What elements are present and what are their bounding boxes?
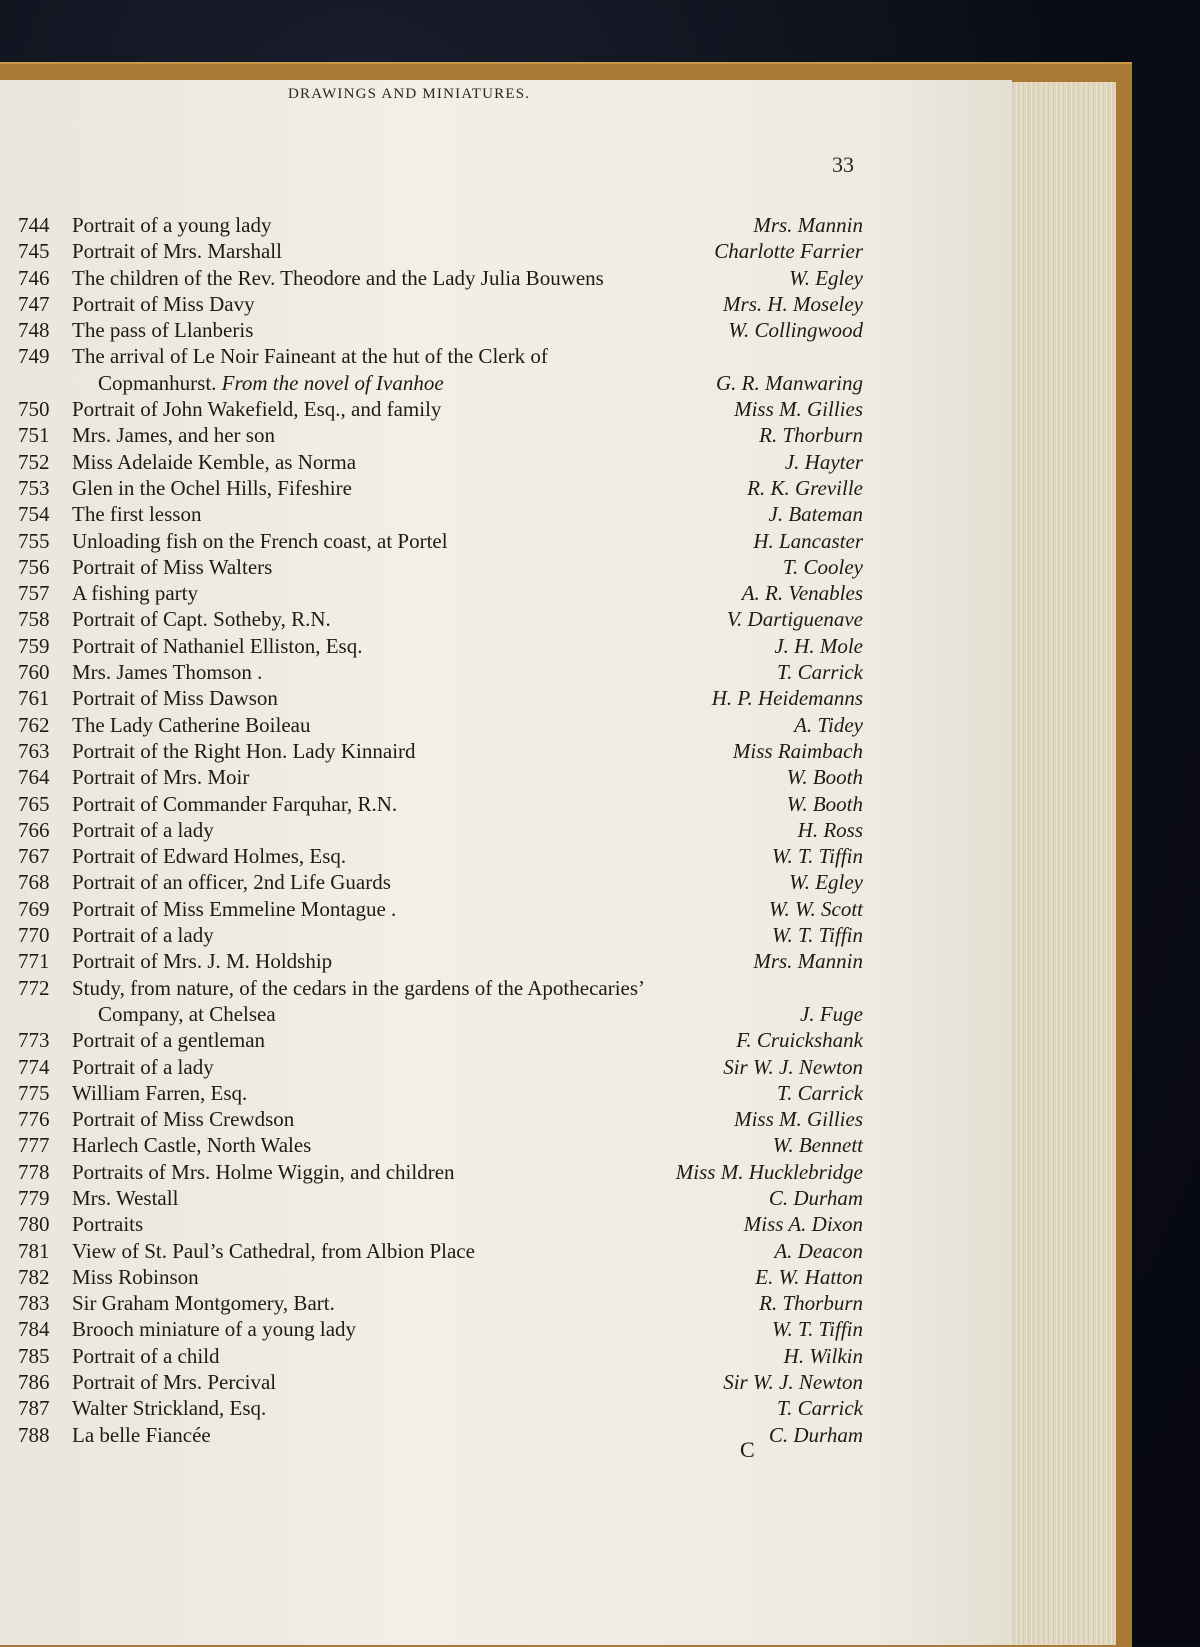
entry-number: 767 xyxy=(18,844,50,869)
catalogue-list xyxy=(18,212,863,1448)
catalogue-entry xyxy=(18,948,863,974)
page-number: 33 xyxy=(832,152,854,177)
entry-title-text: Portrait of Mrs. Marshall xyxy=(72,239,282,264)
entry-title-text: Portrait of a gentleman xyxy=(72,1028,266,1053)
entry-artist: Sir W. J. Newton xyxy=(723,1370,863,1395)
entry-number: 752 xyxy=(18,449,50,474)
catalogue-entry xyxy=(18,764,863,790)
entry-title xyxy=(72,791,397,817)
entry-title xyxy=(72,869,391,895)
entry-artist: W. T. Tiffin xyxy=(771,923,863,948)
entry-artist: Miss Raimbach xyxy=(732,738,863,763)
entry-number: 750 xyxy=(18,397,50,422)
entry-title-text: Portrait of an officer, 2nd Life Guards xyxy=(72,870,391,895)
entry-title xyxy=(72,317,253,343)
catalogue-entry xyxy=(18,1290,863,1316)
entry-title-text: Sir Graham Montgomery, Bart. xyxy=(72,1291,335,1316)
catalogue-entry xyxy=(18,659,863,685)
entry-artist: R. Thorburn xyxy=(759,423,863,448)
entry-title-text: Portrait of Mrs. J. M. Holdship xyxy=(72,949,333,974)
entry-number: 747 xyxy=(18,291,50,316)
entry-title-text: View of St. Paul’s Cathedral, from Albion Place xyxy=(72,1238,475,1263)
entry-title xyxy=(72,896,396,922)
entry-title-text: Portrait of Miss Crewdson xyxy=(72,1107,295,1132)
catalogue-entry xyxy=(18,1054,863,1080)
entry-number: 777 xyxy=(18,1133,50,1158)
entry-title-italic: From the novel of Ivanhoe xyxy=(221,370,444,395)
entry-title-text: Portrait of Capt. Sotheby, R.N. xyxy=(72,607,331,632)
catalogue-entry xyxy=(18,606,863,632)
entry-title-text: Portrait of Miss Dawson xyxy=(72,686,278,711)
entry-artist: Miss M. Hucklebridge xyxy=(675,1159,863,1184)
entry-artist: R. K. Greville xyxy=(747,475,863,500)
entry-artist: C. Durham xyxy=(768,1185,863,1210)
entry-artist: A. R. Venables xyxy=(741,581,863,606)
entry-title-text: Portrait of a lady xyxy=(72,1054,214,1079)
catalogue-entry xyxy=(18,422,863,448)
entry-title xyxy=(72,685,278,711)
entry-number: 781 xyxy=(18,1238,50,1263)
entry-title xyxy=(72,1132,311,1158)
entry-title-text: Portrait of a lady xyxy=(72,923,214,948)
catalogue-entry xyxy=(18,1238,863,1264)
entry-artist: Mrs. Mannin xyxy=(753,949,863,974)
entry-artist: G. R. Manwaring xyxy=(716,370,863,395)
entry-title xyxy=(72,1290,335,1316)
catalogue-entry xyxy=(18,1343,863,1369)
entry-artist: W. Booth xyxy=(786,765,863,790)
entry-number: 757 xyxy=(18,581,50,606)
entry-title-text: Mrs. Westall xyxy=(72,1185,179,1210)
entry-title-text: Company, at Chelsea xyxy=(98,1001,276,1026)
entry-title-text: William Farren, Esq. xyxy=(72,1080,248,1105)
entry-number: 751 xyxy=(18,423,50,448)
entry-title xyxy=(72,712,311,738)
entry-title xyxy=(72,1369,276,1395)
entry-number: 748 xyxy=(18,318,50,343)
entry-title xyxy=(72,738,416,764)
page-edges xyxy=(1010,82,1116,1645)
entry-title xyxy=(72,1422,211,1448)
catalogue-entry xyxy=(18,1185,863,1211)
catalogue-entry xyxy=(18,817,863,843)
entry-title-text: Miss Adelaide Kemble, as Norma xyxy=(72,449,357,474)
entry-number: 774 xyxy=(18,1054,50,1079)
signature-mark: C xyxy=(740,1437,755,1462)
entry-title xyxy=(72,396,441,422)
entry-title xyxy=(72,1027,265,1053)
entry-title xyxy=(72,343,548,369)
entry-artist: E. W. Hatton xyxy=(755,1264,863,1289)
entry-title xyxy=(72,606,331,632)
catalogue-entry xyxy=(18,738,863,764)
entry-title xyxy=(72,554,272,580)
entry-number: 786 xyxy=(18,1370,50,1395)
catalogue-entry xyxy=(18,791,863,817)
entry-title-text: Portrait of a young lady xyxy=(72,213,272,237)
entry-number: 785 xyxy=(18,1343,50,1368)
entry-artist: W. Egley xyxy=(789,870,863,895)
entry-title xyxy=(72,1395,266,1421)
entry-title-text: A fishing party xyxy=(72,581,198,606)
catalogue-entry xyxy=(18,1106,863,1132)
entry-number: 754 xyxy=(18,502,50,527)
entry-title xyxy=(72,422,275,448)
entry-artist: H. Lancaster xyxy=(753,528,863,553)
entry-artist: W. Egley xyxy=(789,265,863,290)
entry-number: 787 xyxy=(18,1396,50,1421)
entry-title xyxy=(72,1080,247,1106)
entry-number: 780 xyxy=(18,1212,50,1237)
entry-title-text: Walter Strickland, Esq. xyxy=(72,1396,267,1421)
entry-artist: Mrs. Mannin xyxy=(753,213,863,237)
entry-title-text: Portraits of Mrs. Holme Wiggin, and children xyxy=(72,1159,455,1184)
entry-number: 778 xyxy=(18,1159,50,1184)
entry-title xyxy=(72,1106,294,1132)
entry-title-text: The arrival of Le Noir Faineant at the hut of the Clerk of xyxy=(72,344,548,369)
entry-title-text: Portrait of Commander Farquhar, R.N. xyxy=(72,791,398,816)
entry-artist: Miss M. Gillies xyxy=(734,397,863,422)
entry-artist: W. Booth xyxy=(786,791,863,816)
entry-artist: A. Deacon xyxy=(774,1238,863,1263)
catalogue-entry xyxy=(18,396,863,422)
entry-title xyxy=(72,265,604,291)
entry-artist: T. Carrick xyxy=(777,1396,863,1421)
entry-title-text: Brooch miniature of a young lady xyxy=(72,1317,357,1342)
entry-number: 770 xyxy=(18,923,50,948)
entry-number: 760 xyxy=(18,660,50,685)
entry-artist: T. Cooley xyxy=(782,554,863,579)
entry-title-text: La belle Fiancée xyxy=(72,1422,211,1447)
entry-number: 762 xyxy=(18,712,50,737)
entry-number: 763 xyxy=(18,738,50,763)
entry-title-text: Portrait of John Wakefield, Esq., and family xyxy=(72,397,442,422)
entry-artist: J. H. Mole xyxy=(774,633,863,658)
entry-title xyxy=(72,975,645,1001)
entry-title xyxy=(72,764,249,790)
catalogue-entry xyxy=(18,1159,863,1185)
entry-artist: T. Carrick xyxy=(777,660,863,685)
entry-title xyxy=(72,843,346,869)
catalogue-entry xyxy=(18,580,863,606)
catalogue-entry xyxy=(18,922,863,948)
entry-title xyxy=(72,817,214,843)
catalogue-entry xyxy=(18,317,863,343)
entry-artist: W. T. Tiffin xyxy=(771,844,863,869)
entry-number: 779 xyxy=(18,1185,50,1210)
entry-title xyxy=(72,659,262,685)
catalogue-entry xyxy=(18,1132,863,1158)
entry-artist: F. Cruickshank xyxy=(736,1028,863,1053)
entry-number: 744 xyxy=(18,213,50,237)
entry-title-text: Portrait of Edward Holmes, Esq. xyxy=(72,844,347,869)
entry-artist: V. Dartiguenave xyxy=(726,607,863,632)
entry-number: 783 xyxy=(18,1291,50,1316)
entry-title-text: Portrait of Nathaniel Elliston, Esq. xyxy=(72,633,363,658)
catalogue-entry xyxy=(18,370,863,396)
entry-artist: H. P. Heidemanns xyxy=(711,686,863,711)
entry-number: 753 xyxy=(18,475,50,500)
entry-number: 745 xyxy=(18,239,50,264)
entry-title-text: Unloading fish on the French coast, at Portel xyxy=(72,528,448,553)
catalogue-entry xyxy=(18,712,863,738)
entry-artist: Miss M. Gillies xyxy=(734,1107,863,1132)
entry-number: 771 xyxy=(18,949,50,974)
catalogue-entry xyxy=(18,212,863,238)
catalogue-entry xyxy=(18,685,863,711)
entry-title-text: Portrait of Miss Walters xyxy=(72,554,273,579)
entry-number: 764 xyxy=(18,765,50,790)
entry-title xyxy=(72,212,271,238)
catalogue-entry xyxy=(18,238,863,264)
entry-number: 765 xyxy=(18,791,50,816)
entry-title-text: Mrs. James, and her son xyxy=(72,423,275,448)
entry-title-text: Portrait of the Right Hon. Lady Kinnaird xyxy=(72,738,416,763)
entry-title-text: The Lady Catherine Boileau xyxy=(72,712,311,737)
entry-title xyxy=(72,633,362,659)
entry-title-text: Glen in the Ochel Hills, Fifeshire xyxy=(72,475,352,500)
entry-number: 788 xyxy=(18,1422,50,1447)
catalogue-entry xyxy=(18,501,863,527)
catalogue-entry xyxy=(18,528,863,554)
entry-title xyxy=(72,948,332,974)
entry-number: 749 xyxy=(18,344,50,369)
catalogue-entry xyxy=(18,265,863,291)
entry-number: 772 xyxy=(18,975,50,1000)
entry-title-text: The first lesson xyxy=(72,502,202,527)
catalogue-entry xyxy=(18,343,863,369)
entry-artist: Charlotte Farrier xyxy=(714,239,863,264)
entry-artist: Mrs. H. Moseley xyxy=(723,291,863,316)
entry-title-text: Portrait of a child xyxy=(72,1343,220,1368)
entry-artist: W. W. Scott xyxy=(768,896,863,921)
catalogue-entry xyxy=(18,1316,863,1342)
entry-artist: C. Durham xyxy=(768,1422,863,1447)
entry-title-text: Portrait of Mrs. Percival xyxy=(72,1370,277,1395)
entry-artist: H. Wilkin xyxy=(783,1343,863,1368)
entry-title xyxy=(72,475,352,501)
entry-title-text: Copmanhurst. xyxy=(98,370,217,395)
catalogue-entry xyxy=(18,1211,863,1237)
entry-number: 758 xyxy=(18,607,50,632)
catalogue-entry xyxy=(18,1264,863,1290)
entry-number: 784 xyxy=(18,1317,50,1342)
entry-title xyxy=(72,1264,199,1290)
running-head-title: DRAWINGS AND MINIATURES. xyxy=(288,86,531,102)
entry-title xyxy=(98,1001,276,1027)
entry-artist: Miss A. Dixon xyxy=(743,1212,863,1237)
entry-number: 755 xyxy=(18,528,50,553)
entry-number: 746 xyxy=(18,265,50,290)
entry-title xyxy=(72,1185,178,1211)
catalogue-entry xyxy=(18,869,863,895)
entry-title xyxy=(72,501,201,527)
catalogue-entry xyxy=(18,843,863,869)
entry-artist: T. Carrick xyxy=(777,1080,863,1105)
catalogue-entry xyxy=(18,896,863,922)
entry-artist: Sir W. J. Newton xyxy=(723,1054,863,1079)
entry-artist: W. Collingwood xyxy=(728,318,863,343)
entry-number: 775 xyxy=(18,1080,50,1105)
entry-number: 776 xyxy=(18,1107,50,1132)
entry-artist: W. Bennett xyxy=(772,1133,863,1158)
entry-number: 759 xyxy=(18,633,50,658)
catalogue-entry xyxy=(18,1422,863,1448)
entry-artist: J. Fuge xyxy=(800,1001,863,1026)
entry-number: 756 xyxy=(18,554,50,579)
catalogue-entry xyxy=(18,1001,863,1027)
catalogue-entry xyxy=(18,475,863,501)
entry-title-text: Portrait of Miss Emmeline Montague . xyxy=(72,896,397,921)
entry-artist: H. Ross xyxy=(797,817,863,842)
entry-title-text: Portraits xyxy=(72,1212,144,1237)
entry-artist: J. Bateman xyxy=(768,502,863,527)
entry-number: 769 xyxy=(18,896,50,921)
catalogue-entry xyxy=(18,975,863,1001)
entry-number: 761 xyxy=(18,686,50,711)
entry-title-text: The pass of Llanberis xyxy=(72,318,254,343)
entry-artist: J. Hayter xyxy=(784,449,863,474)
entry-title xyxy=(72,922,214,948)
catalogue-entry xyxy=(18,1395,863,1421)
catalogue-entry xyxy=(18,554,863,580)
catalogue-entry xyxy=(18,1369,863,1395)
entry-number: 773 xyxy=(18,1028,50,1053)
entry-title-text: Portrait of a lady xyxy=(72,817,214,842)
entry-artist: W. T. Tiffin xyxy=(771,1317,863,1342)
entry-title xyxy=(72,1211,143,1237)
entry-title-text: Study, from nature, of the cedars in the gardens of the Apothecaries’ xyxy=(72,975,646,1000)
entry-title xyxy=(72,449,356,475)
entry-title xyxy=(72,1238,475,1264)
entry-artist: R. Thorburn xyxy=(759,1291,863,1316)
entry-title xyxy=(72,291,255,317)
catalogue-entry xyxy=(18,1027,863,1053)
entry-title xyxy=(72,1159,455,1185)
entry-title-text: The children of the Rev. Theodore and the Lady Julia Bouwens xyxy=(72,265,604,290)
catalogue-entry xyxy=(18,633,863,659)
catalogue-entry xyxy=(18,1080,863,1106)
entry-title xyxy=(72,1054,214,1080)
entry-title-text: Portrait of Miss Davy xyxy=(72,291,255,316)
catalogue-entry xyxy=(18,291,863,317)
entry-title-text: Harlech Castle, North Wales xyxy=(72,1133,312,1158)
entry-title xyxy=(72,580,198,606)
entry-title xyxy=(72,528,448,554)
entry-title xyxy=(98,370,444,396)
entry-title-text: Portrait of Mrs. Moir xyxy=(72,765,250,790)
entry-number: 766 xyxy=(18,817,50,842)
entry-title xyxy=(72,1343,220,1369)
entry-number: 768 xyxy=(18,870,50,895)
entry-title-text: Mrs. James Thomson . xyxy=(72,660,263,685)
catalogue-entry xyxy=(18,449,863,475)
entry-title xyxy=(72,238,282,264)
entry-number: 782 xyxy=(18,1264,50,1289)
entry-title-text: Miss Robinson xyxy=(72,1264,199,1289)
entry-artist: A. Tidey xyxy=(794,712,863,737)
entry-title xyxy=(72,1316,356,1342)
